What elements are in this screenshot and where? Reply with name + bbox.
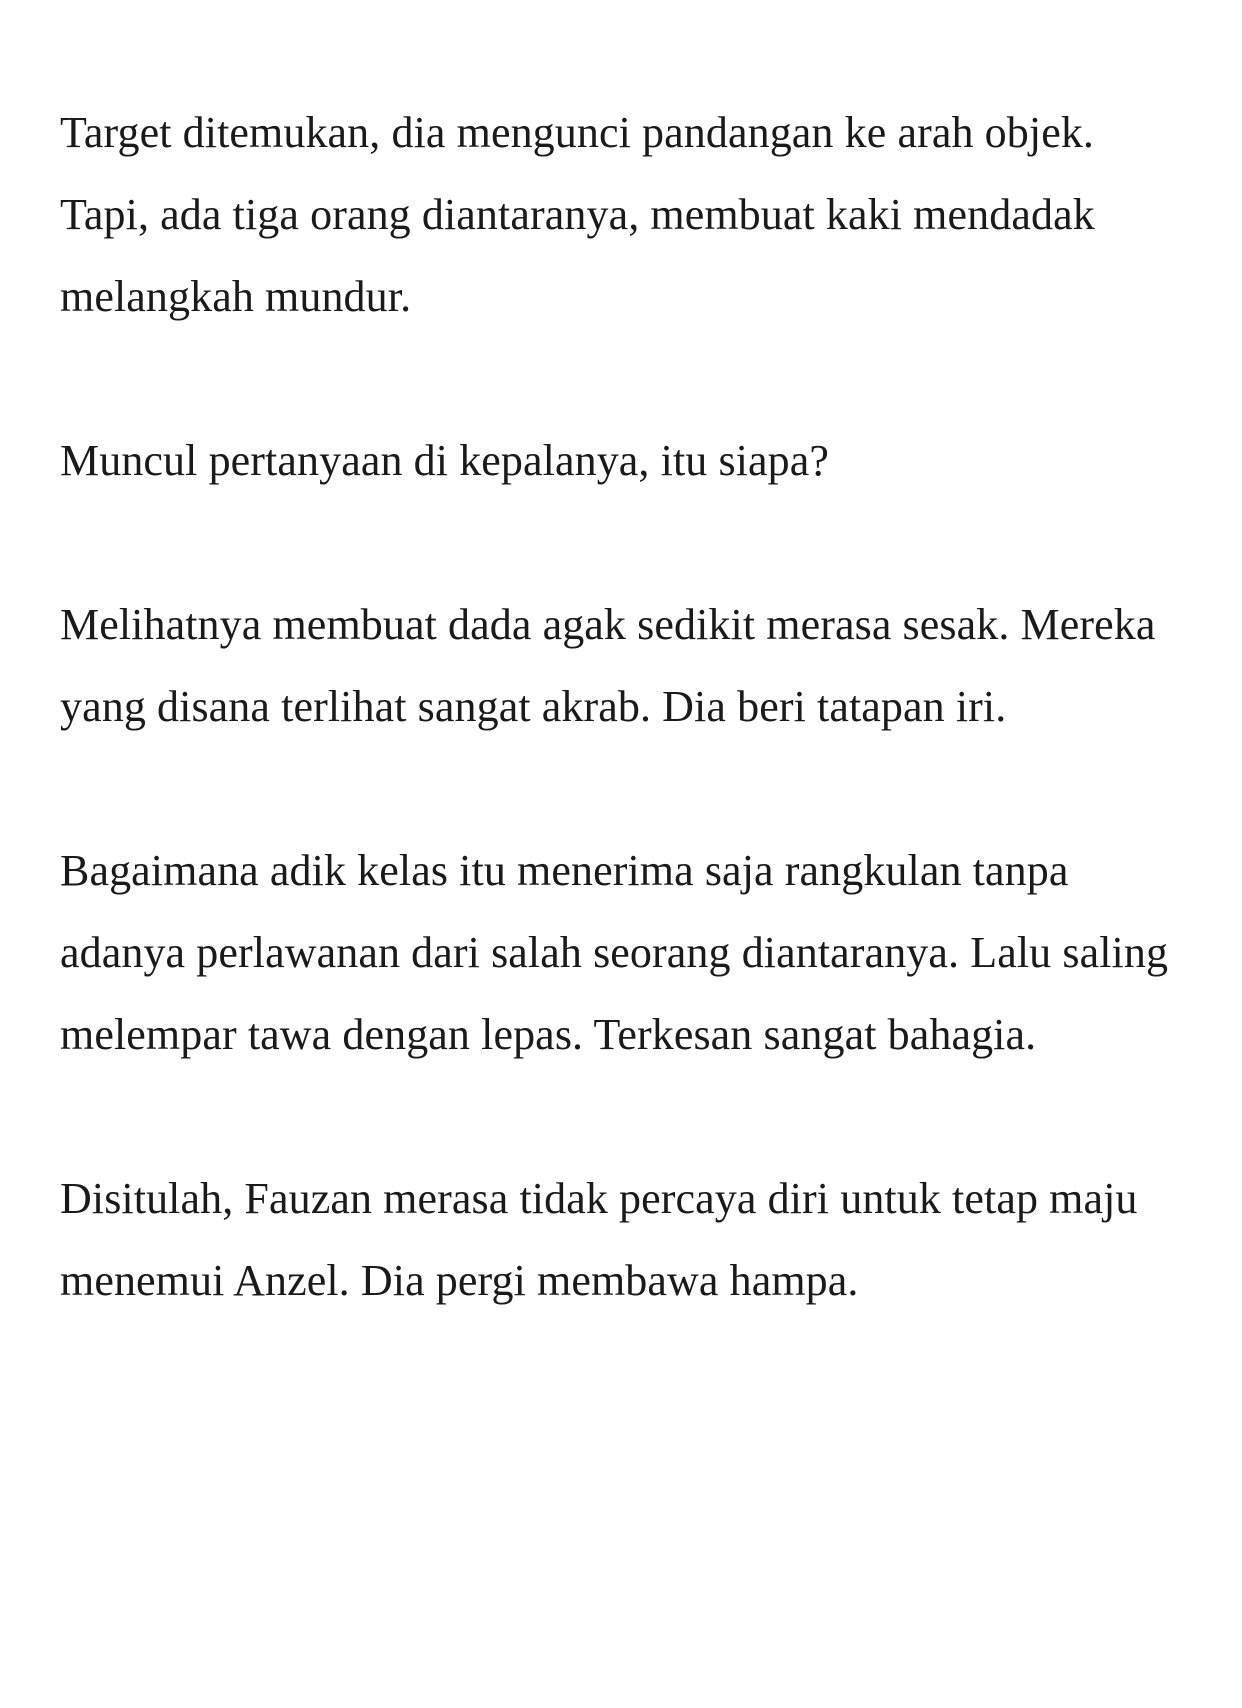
paragraph-5: Disitulah, Fauzan merasa tidak percaya diri untuk tetap maju menemui Anzel. Dia pergi membawa hampa.	[60, 1174, 1138, 1305]
paragraph-3: Melihatnya membuat dada agak sedikit merasa sesak. Mereka yang disana terlihat sangat akrab. Dia beri tatapan iri.	[60, 600, 1156, 731]
paragraph-1: Target ditemukan, dia mengunci pandangan ke arah objek. Tapi, ada tiga orang diantaranya, membuat kaki mendadak melangkah mundur.	[60, 108, 1095, 321]
paragraph-2: Muncul pertanyaan di kepalanya, itu siapa?	[60, 436, 830, 485]
paragraph-4: Bagaimana adik kelas itu menerima saja rangkulan tanpa adanya perlawanan dari salah seorang diantaranya. Lalu saling melempar tawa dengan lepas. Terkesan sangat bahagia.	[60, 846, 1169, 1059]
